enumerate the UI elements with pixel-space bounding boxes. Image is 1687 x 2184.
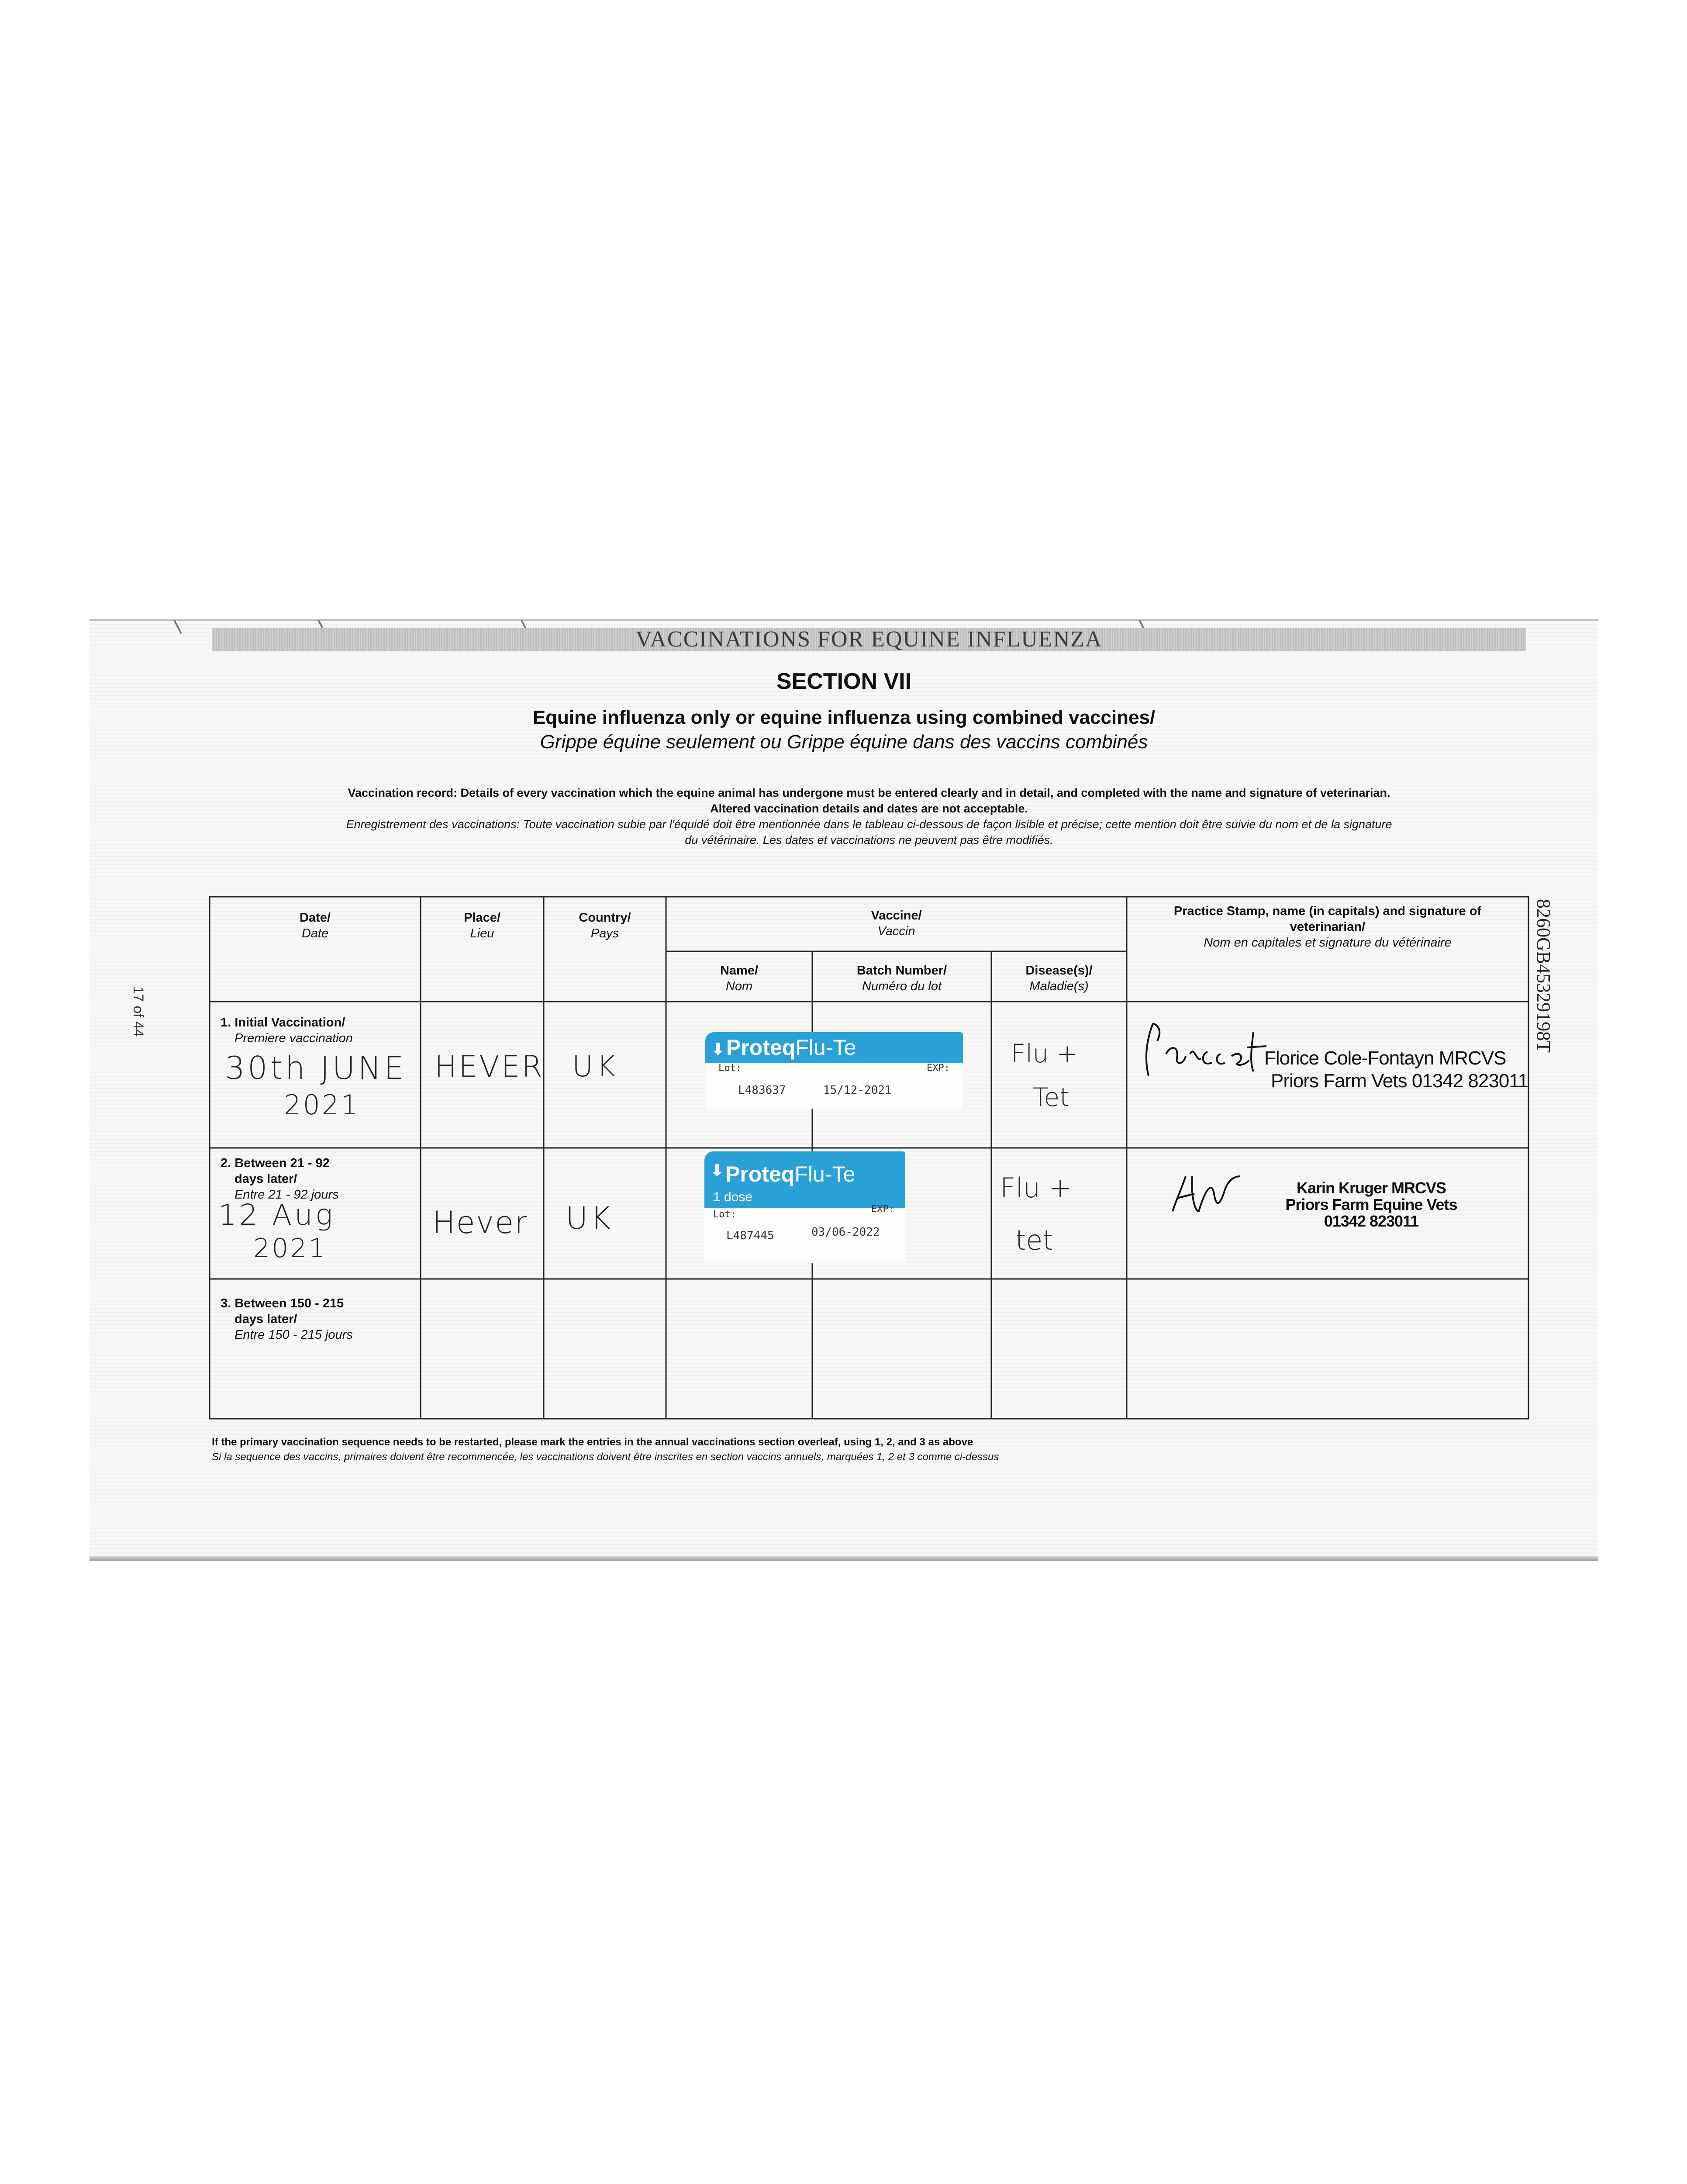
row-2-vet-phone-stamp: 01342 823011 — [1324, 1212, 1419, 1230]
row-1-place: HEVER — [435, 1050, 544, 1084]
row-2-place: Hever — [432, 1205, 528, 1241]
row-2-disease-line1: Flu + — [1000, 1172, 1072, 1204]
row-3-label: 3. Between 150 - 215 days later/ Entre 150 - 215 jours — [221, 1296, 353, 1342]
row-2-label: 2. Between 21 - 92 days later/ Entre 21 - 92 jours — [221, 1156, 339, 1202]
header-practice-stamp: Practice Stamp, name (in capitals) and signature of veterinarian/ Nom en capitales et signature du vétérinaire — [1173, 904, 1482, 950]
row-1-vet-name-stamp: Florice Cole-Fontayn MRCVS — [1264, 1047, 1506, 1069]
section-title: SECTION VII — [776, 669, 912, 694]
instructions-french-cont: du vétérinaire. Les dates et vaccinations ne peuvent pas être modifiés. — [685, 833, 1053, 847]
row-1-vaccine-sticker — [705, 1032, 963, 1109]
row-2-vet-name-stamp: Karin Kruger MRCVS — [1296, 1179, 1446, 1197]
instructions-english: Vaccination record: Details of every vaccination which the equine animal has undergone must be entered clearly and in detail, and completed with the name and signature of veterinarian. — [348, 786, 1390, 799]
sticker-header: ⬇ ProteqFlu-Te 1 dose — [704, 1151, 905, 1208]
page-bottom-edge — [90, 1556, 1598, 1561]
row-2-year: 2021 — [253, 1233, 327, 1264]
header-diseases: Disease(s)/ Maladie(s) — [1025, 964, 1093, 993]
passport-code: 8260GB45329198T — [1533, 899, 1554, 1053]
row-1-year: 2021 — [284, 1089, 360, 1121]
row-2-dose: 1 dose — [713, 1190, 753, 1204]
download-arrow-icon: ⬇ — [711, 1161, 724, 1179]
header-batch-number: Batch Number/ Numéro du lot — [856, 964, 947, 993]
download-arrow-icon: ⬇ — [711, 1040, 725, 1058]
sticker-lot-area: Lot: EXP: L483637 15/12-2021 — [705, 1063, 963, 1109]
row-2-date: 12 Aug — [218, 1198, 335, 1232]
sticker-lot-area: Lot: EXP: L487445 03/06-2022 — [704, 1208, 905, 1263]
passport-page — [90, 619, 1598, 1561]
row-1-label: 1. Initial Vaccination/ Premiere vaccination — [221, 1016, 353, 1045]
row-2-vaccine-sticker — [704, 1151, 905, 1263]
row-1-disease-line2: Tet — [1033, 1082, 1069, 1112]
header-vaccine-name: Name/ Nom — [720, 964, 759, 993]
row-2-country: UK — [566, 1200, 614, 1236]
row-2-vet-signature — [1164, 1163, 1247, 1229]
instructions-french: Enregistrement des vaccinations: Toute vaccination subie par l'équidé doit être mentionnée dans le tableau ci-dessous de façon lisible et précise; cette mention doit être suivie du nom et de la signature — [346, 818, 1392, 831]
header-place: Place/ Lieu — [464, 911, 500, 940]
row-2-expiry: 03/06-2022 — [811, 1226, 880, 1239]
instructions-english-note: Altered vaccination details and dates are not acceptable. — [710, 802, 1028, 815]
subtitle-french: Grippe équine seulement ou Grippe équine dans des vaccins combinés — [540, 731, 1148, 753]
row-1-country: UK — [572, 1050, 619, 1083]
footnote-french: Si la sequence des vaccins, primaires doivent être recommencée, les vaccinations doivent être inscrites en section vaccins annuels, marquées 1, 2 et 3 comme ci-dessus — [212, 1451, 999, 1463]
subtitle-english: Equine influenza only or equine influenza using combined vaccines/ — [532, 707, 1156, 728]
row-2-disease-line2: tet — [1015, 1224, 1053, 1256]
page-top-edge — [90, 619, 1598, 621]
row-2-lot-number: L487445 — [726, 1229, 774, 1242]
page-number: 17 of 44 — [131, 986, 146, 1037]
row-1-vet-practice-stamp: Priors Farm Vets 01342 823011 — [1271, 1070, 1528, 1092]
header-country: Country/ Pays — [579, 911, 631, 940]
page-crease-mark — [173, 620, 182, 634]
sticker-header: ⬇ ProteqFlu-Te — [705, 1032, 963, 1063]
row-1-lot-number: L483637 — [738, 1084, 786, 1097]
header-vaccine: Vaccine/ Vaccin — [871, 909, 922, 938]
footnote-english: If the primary vaccination sequence needs to be restarted, please mark the entries in the annual vaccinations section overleaf, using 1, 2, and 3 as above — [212, 1436, 973, 1448]
row-2-vet-practice-stamp: Priors Farm Equine Vets — [1285, 1196, 1457, 1213]
section-banner: VACCINATIONS FOR EQUINE INFLUENZA — [212, 628, 1526, 651]
row-1-disease-line1: Flu + — [1011, 1039, 1078, 1068]
row-1-date: 30th JUNE — [225, 1050, 407, 1086]
row-1-expiry: 15/12-2021 — [823, 1084, 892, 1097]
row-1-vet-signature — [1135, 1015, 1280, 1080]
header-date: Date/ Date — [300, 911, 331, 940]
